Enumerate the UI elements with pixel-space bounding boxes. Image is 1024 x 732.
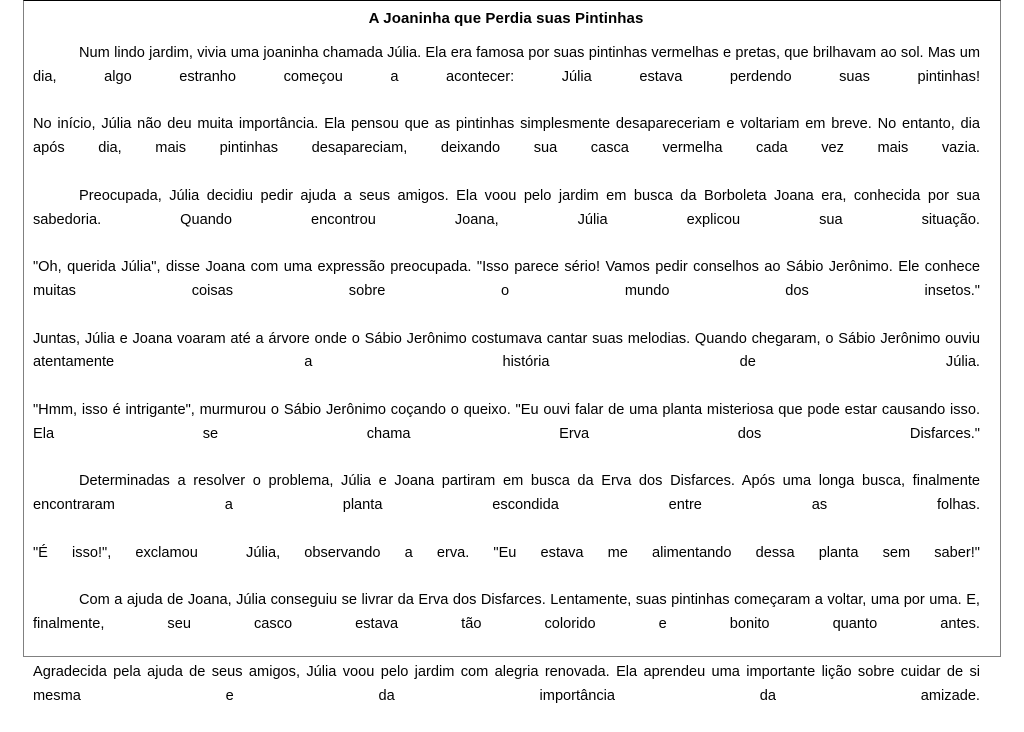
document-content-area bbox=[24, 1, 1000, 732]
story-paragraph: Agradecida pela ajuda de seus amigos, Júlia voou pelo jardim com alegria renovada. Ela aprendeu uma importante lição sobre cuidar de si mesma e da importância da amizade. bbox=[33, 663, 985, 704]
document-body bbox=[32, 42, 985, 732]
story-paragraph: "Hmm, isso é intrigante", murmurou o Sábio Jerônimo coçando o queixo. "Eu ouvi falar de uma planta misteriosa que pode estar causando isso. Ela se chama Erva dos Disfarces." bbox=[33, 401, 985, 442]
document-border-frame bbox=[23, 0, 1001, 704]
story-paragraph: "É isso!", exclamou Júlia, observando a erva. "Eu estava me alimentando dessa planta sem saber!" bbox=[33, 544, 980, 561]
story-paragraph: Preocupada, Júlia decidiu pedir ajuda a seus amigos. Ela voou pelo jardim em busca da Borboleta Joana era, conhecida por sua sabedoria. Quando encontrou Joana, Júlia explicou sua situação. bbox=[33, 187, 985, 228]
story-paragraph: Determinadas a resolver o problema, Júlia e Joana partiram em busca da Erva dos Disfarces. Após uma longa busca, finalmente encontraram a planta escondida entre as folhas. bbox=[33, 473, 985, 514]
story-paragraph: No início, Júlia não deu muita importância. Ela pensou que as pintinhas simplesmente desapareceriam e voltariam em breve. No entanto, dia após dia, mais pintinhas desapareciam, deixando sua casca vermelha cada vez mais vazia. bbox=[33, 116, 985, 157]
document-title: A Joaninha que Perdia suas Pintinhas bbox=[368, 10, 644, 27]
story-paragraph: "Oh, querida Júlia", disse Joana com uma expressão preocupada. "Isso parece sério! Vamos pedir conselhos ao Sábio Jerônimo. Ele conhece muitas coisas sobre o mundo dos insetos." bbox=[33, 259, 985, 299]
story-paragraph: Juntas, Júlia e Joana voaram até a árvore onde o Sábio Jerônimo costumava cantar suas melodias. Quando chegaram, o Sábio Jerônimo ouviu atentamente a história de Júlia. bbox=[33, 330, 985, 371]
story-paragraph: Num lindo jardim, vivia uma joaninha chamada Júlia. Ela era famosa por suas pintinhas vermelhas e pretas, que brilhavam ao sol. Mas um dia, algo estranho começou a acontecer: Júlia estava perdendo suas pintinhas! bbox=[33, 45, 985, 85]
story-paragraph: Com a ajuda de Joana, Júlia conseguiu se livrar da Erva dos Disfarces. Lentamente, suas pintinhas começaram a voltar, uma por uma. E, finalmente, seu casco estava tão colorido e bonito quanto antes. bbox=[33, 592, 985, 633]
